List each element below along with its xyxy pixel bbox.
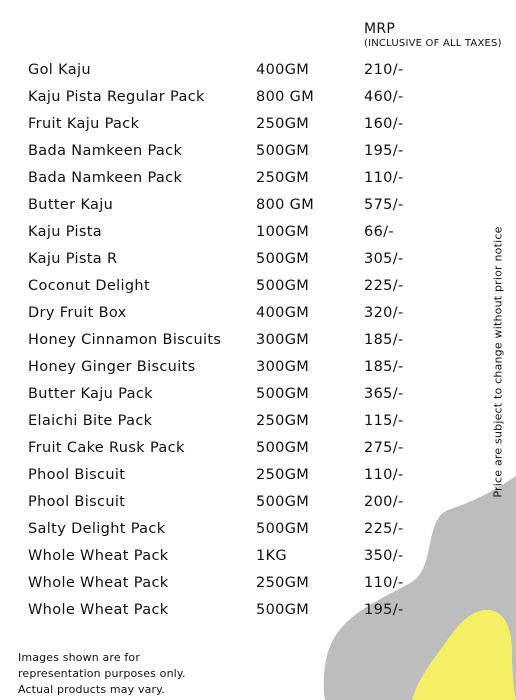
product-quantity: 250GM [256, 170, 310, 186]
mrp-title: MRP [364, 21, 396, 37]
product-price: 275/- [364, 440, 404, 456]
product-name: Butter Kaju Pack [28, 386, 153, 402]
product-quantity: 500GM [256, 278, 310, 294]
price-row [0, 601, 480, 628]
product-price: 460/- [364, 89, 404, 105]
product-name: Kaju Pista Regular Pack [28, 89, 205, 105]
product-quantity: 500GM [256, 143, 310, 159]
product-name: Whole Wheat Pack [28, 548, 169, 564]
image-disclaimer [18, 650, 218, 698]
price-row [0, 412, 480, 439]
product-quantity: 400GM [256, 305, 310, 321]
price-row [0, 304, 480, 331]
product-name: Whole Wheat Pack [28, 575, 169, 591]
product-quantity: 250GM [256, 575, 310, 591]
disclaimer-line: Actual products may vary. [18, 683, 165, 696]
product-price: 195/- [364, 602, 404, 618]
product-quantity: 500GM [256, 494, 310, 510]
price-change-notice: Price are subject to change without prior notice [491, 226, 505, 498]
product-price: 185/- [364, 332, 404, 348]
product-price: 200/- [364, 494, 404, 510]
product-quantity: 400GM [256, 62, 310, 78]
product-quantity: 250GM [256, 467, 310, 483]
product-price: 575/- [364, 197, 404, 213]
product-name: Butter Kaju [28, 197, 114, 213]
disclaimer-line: Images shown are for [18, 651, 140, 664]
price-row [0, 331, 480, 358]
product-name: Phool Biscuit [28, 494, 126, 510]
product-name: Fruit Cake Rusk Pack [28, 440, 185, 456]
product-name: Salty Delight Pack [28, 521, 166, 537]
product-name: Fruit Kaju Pack [28, 116, 140, 132]
product-price: 320/- [364, 305, 404, 321]
product-quantity: 500GM [256, 440, 310, 456]
product-quantity: 800 GM [256, 89, 315, 105]
product-quantity: 100GM [256, 224, 310, 240]
product-price: 225/- [364, 521, 404, 537]
product-price: 305/- [364, 251, 404, 267]
product-name: Honey Ginger Biscuits [28, 359, 196, 375]
product-quantity: 500GM [256, 602, 310, 618]
product-quantity: 1KG [256, 548, 288, 564]
price-row [0, 466, 480, 493]
product-quantity: 300GM [256, 359, 310, 375]
product-price: 110/- [364, 575, 404, 591]
product-quantity: 800 GM [256, 197, 315, 213]
product-price: 160/- [364, 116, 404, 132]
product-quantity: 250GM [256, 413, 310, 429]
price-row [0, 142, 480, 169]
price-row [0, 61, 480, 88]
price-row [0, 547, 480, 574]
product-price: 210/- [364, 62, 404, 78]
product-price: 350/- [364, 548, 404, 564]
product-name: Elaichi Bite Pack [28, 413, 153, 429]
mrp-subtitle: (INCLUSIVE OF ALL TAXES) [364, 38, 502, 49]
product-name: Gol Kaju [28, 62, 91, 78]
product-quantity: 500GM [256, 521, 310, 537]
product-quantity: 250GM [256, 116, 310, 132]
disclaimer-line: representation purposes only. [18, 667, 186, 680]
product-name: Dry Fruit Box [28, 305, 127, 321]
product-price: 115/- [364, 413, 404, 429]
price-row [0, 115, 480, 142]
product-name: Whole Wheat Pack [28, 602, 169, 618]
price-row [0, 493, 480, 520]
mrp-column-header [364, 21, 502, 50]
product-price: 365/- [364, 386, 404, 402]
product-name: Kaju Pista R [28, 251, 118, 267]
product-name: Bada Namkeen Pack [28, 170, 183, 186]
price-row [0, 574, 480, 601]
price-row [0, 439, 480, 466]
product-price: 110/- [364, 170, 404, 186]
price-row [0, 385, 480, 412]
price-row [0, 358, 480, 385]
product-quantity: 300GM [256, 332, 310, 348]
price-row [0, 196, 480, 223]
price-row [0, 169, 480, 196]
product-name: Phool Biscuit [28, 467, 126, 483]
product-quantity: 500GM [256, 386, 310, 402]
product-price: 185/- [364, 359, 404, 375]
product-price: 195/- [364, 143, 404, 159]
product-price: 110/- [364, 467, 404, 483]
product-name: Bada Namkeen Pack [28, 143, 183, 159]
price-row [0, 223, 480, 250]
price-row [0, 88, 480, 115]
product-name: Honey Cinnamon Biscuits [28, 332, 222, 348]
product-price: 225/- [364, 278, 404, 294]
price-row [0, 277, 480, 304]
product-name: Kaju Pista [28, 224, 103, 240]
price-row [0, 520, 480, 547]
price-row [0, 250, 480, 277]
product-name: Coconut Delight [28, 278, 150, 294]
product-price: 66/- [364, 224, 394, 240]
product-quantity: 500GM [256, 251, 310, 267]
